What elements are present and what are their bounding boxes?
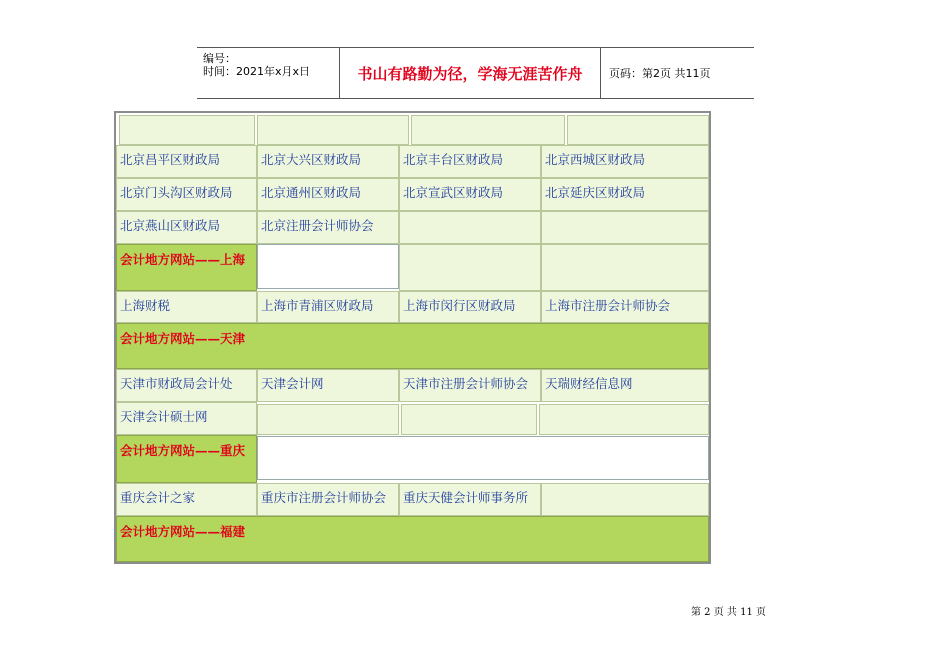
page-footer: 第 2 页 共 11 页 <box>691 607 766 618</box>
link-cell[interactable]: 天瑞财经信息网 <box>541 369 709 402</box>
link-cell[interactable]: 天津会计网 <box>257 369 399 402</box>
table-cell-empty <box>539 404 709 435</box>
link-cell[interactable]: 北京西城区财政局 <box>541 145 709 178</box>
table-cell-empty <box>119 115 255 145</box>
section-heading: 会计地方网站——上海 <box>116 244 257 291</box>
table-cell-empty <box>541 244 709 291</box>
header-meta <box>197 48 339 98</box>
table-cell-empty <box>257 115 409 145</box>
link-cell[interactable]: 北京大兴区财政局 <box>257 145 399 178</box>
link-cell[interactable]: 天津会计硕士网 <box>116 402 257 435</box>
links-table <box>114 111 711 564</box>
section-heading: 会计地方网站——天津 <box>116 323 709 369</box>
link-cell[interactable]: 北京宣武区财政局 <box>399 178 541 211</box>
link-cell[interactable]: 北京通州区财政局 <box>257 178 399 211</box>
table-cell-empty <box>541 483 709 516</box>
link-cell[interactable]: 上海市青浦区财政局 <box>257 291 399 323</box>
link-cell[interactable]: 重庆市注册会计师协会 <box>257 483 399 516</box>
page-header <box>197 47 754 99</box>
table-cell-empty <box>257 244 399 289</box>
table-cell-empty <box>567 115 709 145</box>
table-cell-empty <box>399 211 541 244</box>
table-cell-empty <box>257 436 709 480</box>
link-cell[interactable]: 天津市注册会计师协会 <box>399 369 541 402</box>
number-label: 编号： <box>203 52 236 65</box>
section-heading: 会计地方网站——福建 <box>116 516 709 562</box>
date-label: 时间：2021年x月x日 <box>203 65 311 78</box>
link-cell[interactable]: 北京丰台区财政局 <box>399 145 541 178</box>
motto: 书山有路勤为径，学海无涯苦作舟 <box>339 48 601 98</box>
table-cell-empty <box>411 115 565 145</box>
table-cell-empty <box>401 404 537 435</box>
link-cell[interactable]: 天津市财政局会计处 <box>116 369 257 402</box>
link-cell[interactable]: 北京燕山区财政局 <box>116 211 257 244</box>
link-cell[interactable]: 北京昌平区财政局 <box>116 145 257 178</box>
link-cell[interactable]: 重庆天健会计师事务所 <box>399 483 541 516</box>
table-cell-empty <box>399 244 541 291</box>
link-cell[interactable]: 重庆会计之家 <box>116 483 257 516</box>
link-cell[interactable]: 上海市注册会计师协会 <box>541 291 709 323</box>
table-cell-empty <box>541 211 709 244</box>
link-cell[interactable]: 北京注册会计师协会 <box>257 211 399 244</box>
table-cell-empty <box>257 404 399 435</box>
link-cell[interactable]: 上海财税 <box>116 291 257 323</box>
link-cell[interactable]: 北京门头沟区财政局 <box>116 178 257 211</box>
link-cell[interactable]: 北京延庆区财政局 <box>541 178 709 211</box>
link-cell[interactable]: 上海市闵行区财政局 <box>399 291 541 323</box>
section-heading: 会计地方网站——重庆 <box>116 435 257 483</box>
page-label: 页码：第2页 共11页 <box>609 67 711 80</box>
